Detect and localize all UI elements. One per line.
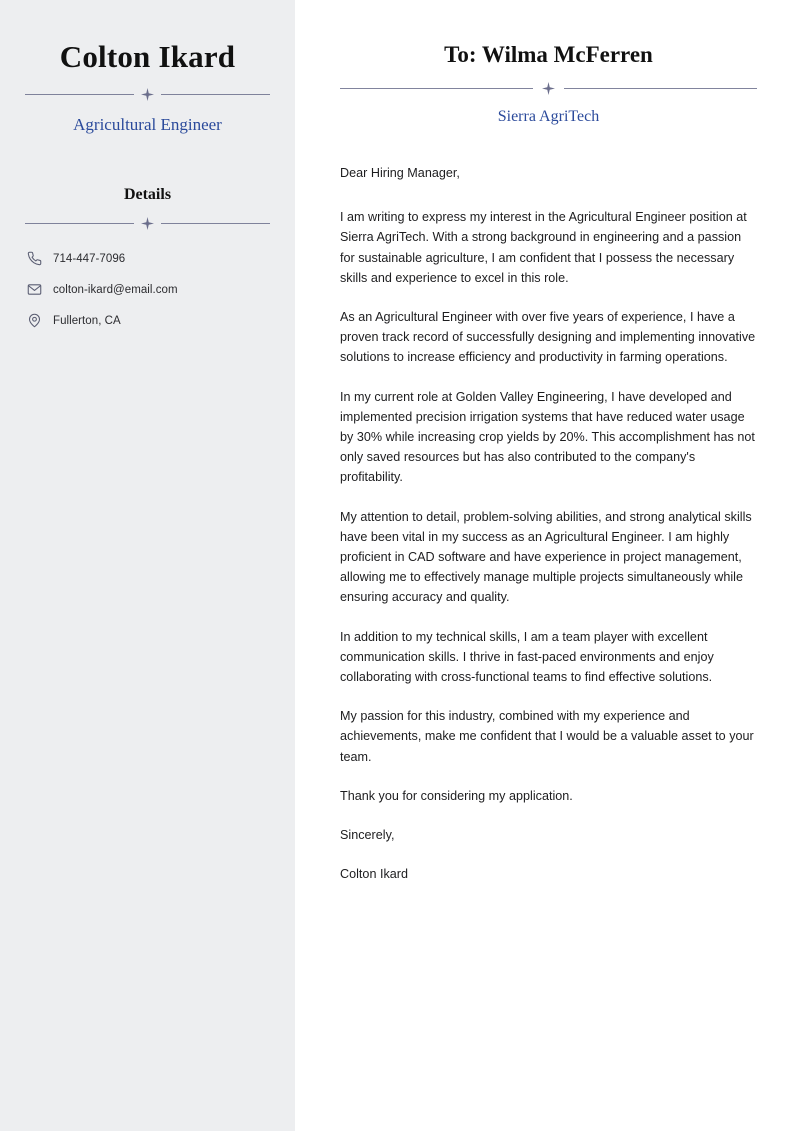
divider-rule-left [340,88,533,89]
phone-icon [26,250,43,267]
letter-signature: Colton Ikard [340,867,409,882]
contact-phone [26,250,270,267]
location-pin-icon [26,312,43,329]
letter-paragraph: I am writing to express my interest in the Agricultural Engineer position at Sierra AgriTech. With a strong background in engineering and a passion for sustainable agriculture, I am confident that I possess the necessary skills and experience to excel in this role. [340,210,747,285]
details-divider [25,217,270,230]
divider-rule-left [25,223,134,224]
contact-phone-value: 714-447-7096 [53,252,126,265]
letter-closing: Sincerely, [340,828,395,843]
recipient-divider [340,82,757,95]
four-point-star-icon [141,217,154,230]
recipient-heading: To: Wilma McFerren [444,42,653,67]
details-section-heading: Details [123,186,172,203]
name-divider [25,88,270,101]
email-icon [26,281,43,298]
sidebar [0,0,295,1131]
letter-body [340,163,757,884]
divider-rule-right [564,88,757,89]
divider-rule-right [161,94,270,95]
letter-paragraph: In addition to my technical skills, I am a team player with excellent communication skills. I thrive in fast-paced environments and enjoy collaborating with cross-functional teams to find effective solutions. [340,629,714,685]
company-name: Sierra AgriTech [497,108,600,125]
divider-rule-left [25,94,134,95]
letter-salutation: Dear Hiring Manager, [340,166,460,180]
letter-paragraph: In my current role at Golden Valley Engineering, I have developed and implemented precision irrigation systems that have reduced water usage by 30% while increasing crop yields by 20%. This accomplishment has not only saved resources but has also contributed to the company's profitability. [340,389,755,485]
letter-content [295,0,800,1131]
contact-details-list [25,250,270,329]
letter-paragraph: My passion for this industry, combined with my experience and achievements, make me confident that I would be a valuable asset to your team. [340,709,754,764]
letter-paragraph: My attention to detail, problem-solving abilities, and strong analytical skills have been vital in my success as an Agricultural Engineer. I am highly proficient in CAD software and have experience in project management, allowing me to effectively manage multiple projects simultaneously while ensuring accuracy and quality. [340,509,752,605]
letter-paragraph: As an Agricultural Engineer with over five years of experience, I have a proven track record of successfully designing and implementing innovative solutions to increase efficiency and productivity in farming operations. [340,310,756,365]
four-point-star-icon [141,88,154,101]
divider-rule-right [161,223,270,224]
contact-location [26,312,270,329]
four-point-star-icon [542,82,555,95]
contact-email [26,281,270,298]
candidate-name: Colton Ikard [59,39,236,74]
candidate-job-title: Agricultural Engineer [73,115,222,134]
letter-thank-you: Thank you for considering my application. [340,788,573,803]
contact-location-value: Fullerton, CA [53,314,121,327]
contact-email-value: colton-ikard@email.com [53,283,178,296]
